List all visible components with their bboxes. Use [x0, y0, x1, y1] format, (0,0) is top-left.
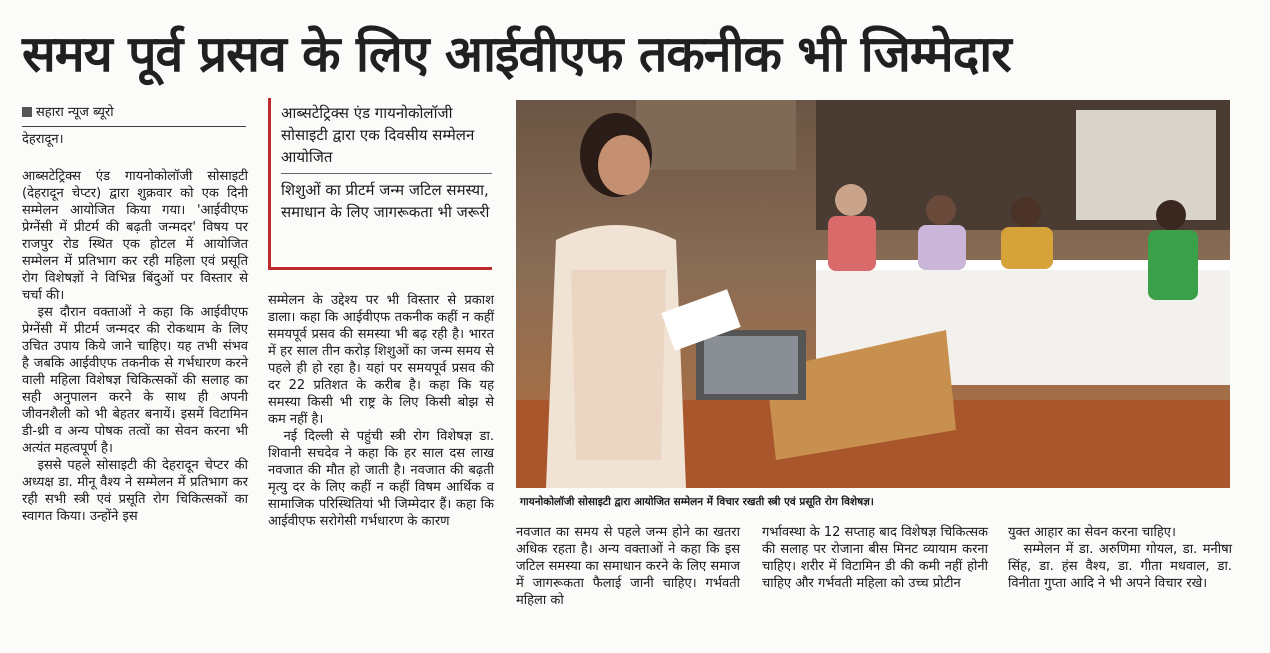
highlight-lead: आब्सटेट्रिक्स एंड गायनोकोलॉजी सोसाइटी द्वारा एक दिवसीय सम्मेलन आयोजित [281, 104, 475, 166]
event-photo [516, 100, 1230, 488]
photo-caption: गायनोकोलॉजी सोसाइटी द्वारा आयोजित सम्मेलन में विचार रखती स्त्री एवं प्रसूति रोग विशेषज्ञ। [520, 496, 874, 508]
highlight-box [268, 98, 492, 270]
byline-divider [22, 126, 246, 127]
paragraph: नई दिल्ली से पहुंची स्त्री रोग विशेषज्ञ डा. शिवानी सचदेव ने कहा कि हर साल दस लाख नवजात की मौत हो जाती है। नवजात की बढ़ती मृत्यु दर के लिए कहीं न कहीं विषम आर्थिक व सामाजिक परिस्थितियां भी जिम्मेदार हैं। कहा कि आईवीएफ सरोगेसी गर्भधारण के कारण [268, 429, 494, 529]
byline [22, 104, 246, 149]
square-bullet-icon [22, 107, 32, 117]
article-column-5 [1008, 524, 1232, 592]
paragraph: आब्सटेट्रिक्स एंड गायनोकोलॉजी सोसाइटी (देहरादून चेप्टर) द्वारा शुक्रवार को एक दिनी सम्मेलन आयोजित किया गया। 'आईवीएफ प्रेग्नेंसी में प्रीटर्म की बढ़ती जन्मदर' विषय पर राजपुर रोड स्थित एक होटल में आयोजित सम्मेलन में प्रतिभाग कर रही महिला एवं प्रसूति रोग विशेषज्ञों ने विभिन्न बिंदुओं पर विस्तार से चर्चा की। [22, 169, 248, 303]
paragraph: इस दौरान वक्ताओं ने कहा कि आईवीएफ प्रेग्नेंसी में प्रीटर्म जन्मदर की रोकथाम के लिए उचित उपाय किये जाने चाहिए। यह तभी संभव है जबकि आईवीएफ तकनीक से गर्भधारण करने वाली महिला विशेषज्ञ चिकित्सकों की सलाह का सही अनुपालन करने के साथ ही अपनी जीवनशैली को भी बेहतर बनायें। इसमें विटामिन डी-थ्री व अन्य पोषक तत्वों का सेवन करना भी अत्यंत महत्वपूर्ण है। [22, 305, 248, 456]
highlight-divider [281, 173, 492, 174]
paragraph: सम्मेलन में डा. अरुणिमा गोयल, डा. मनीषा सिंह, डा. हंस वैश्य, डा. गीता मधवाल, डा. विनीता गुप्ता आदि ने भी अपने विचार रखे। [1008, 542, 1232, 591]
article-column-4 [762, 524, 988, 592]
paragraph: युक्त आहार का सेवन करना चाहिए। [1008, 525, 1176, 540]
paragraph: सम्मेलन के उद्देश्य पर भी विस्तार से प्रकाश डाला। कहा कि आईवीएफ तकनीक कहीं न कहीं समयपूर्व प्रसव की समस्या भी बढ़ रही है। भारत में हर साल तीन करोड़ शिशुओं का जन्म समय से पहले ही हो रहा है। यहां पर समयपूर्व प्रसव की दर 22 प्रतिशत के करीब है। कहा कि यह समस्या किसी भी राष्ट्र के लिए किसी बोझ से कम नहीं है। [268, 293, 494, 427]
article-column-2 [268, 292, 494, 530]
dateline: देहरादून। [22, 132, 64, 147]
paragraph: नवजात का समय से पहले जन्म होने का खतरा अधिक रहता है। अन्य वक्ताओं ने कहा कि इस जटिल समस्या का समाधान करने के लिए समाज में जागरूकता फैलाई जानी चाहिए। गर्भवती महिला को [516, 525, 740, 608]
conference-photo-illustration [516, 100, 1230, 488]
headline: समय पूर्व प्रसव के लिए आईवीएफ तकनीक भी जिम्मेदार [22, 25, 1011, 83]
highlight-sub: शिशुओं का प्रीटर्म जन्म जटिल समस्या, समाधान के लिए जागरूकता भी जरूरी [281, 181, 490, 221]
article-column-1 [22, 168, 248, 525]
article-column-3 [516, 524, 740, 609]
paragraph: गर्भावस्था के 12 सप्ताह बाद विशेषज्ञ चिकित्सक की सलाह पर रोजाना बीस मिनट व्यायाम करना चाहिए। शरीर में विटामिन डी की कमी नहीं होनी चाहिए और गर्भवती महिला को उच्च प्रोटीन [762, 525, 988, 591]
paragraph: इससे पहले सोसाइटी की देहरादून चेप्टर की अध्यक्ष डा. मीनू वैश्य ने सम्मेलन में प्रतिभाग कर रही सभी स्त्री एवं प्रसूति रोग चिकित्सकों का स्वागत किया। उन्होंने इस [22, 458, 248, 524]
bureau-name: सहारा न्यूज ब्यूरो [36, 105, 114, 120]
